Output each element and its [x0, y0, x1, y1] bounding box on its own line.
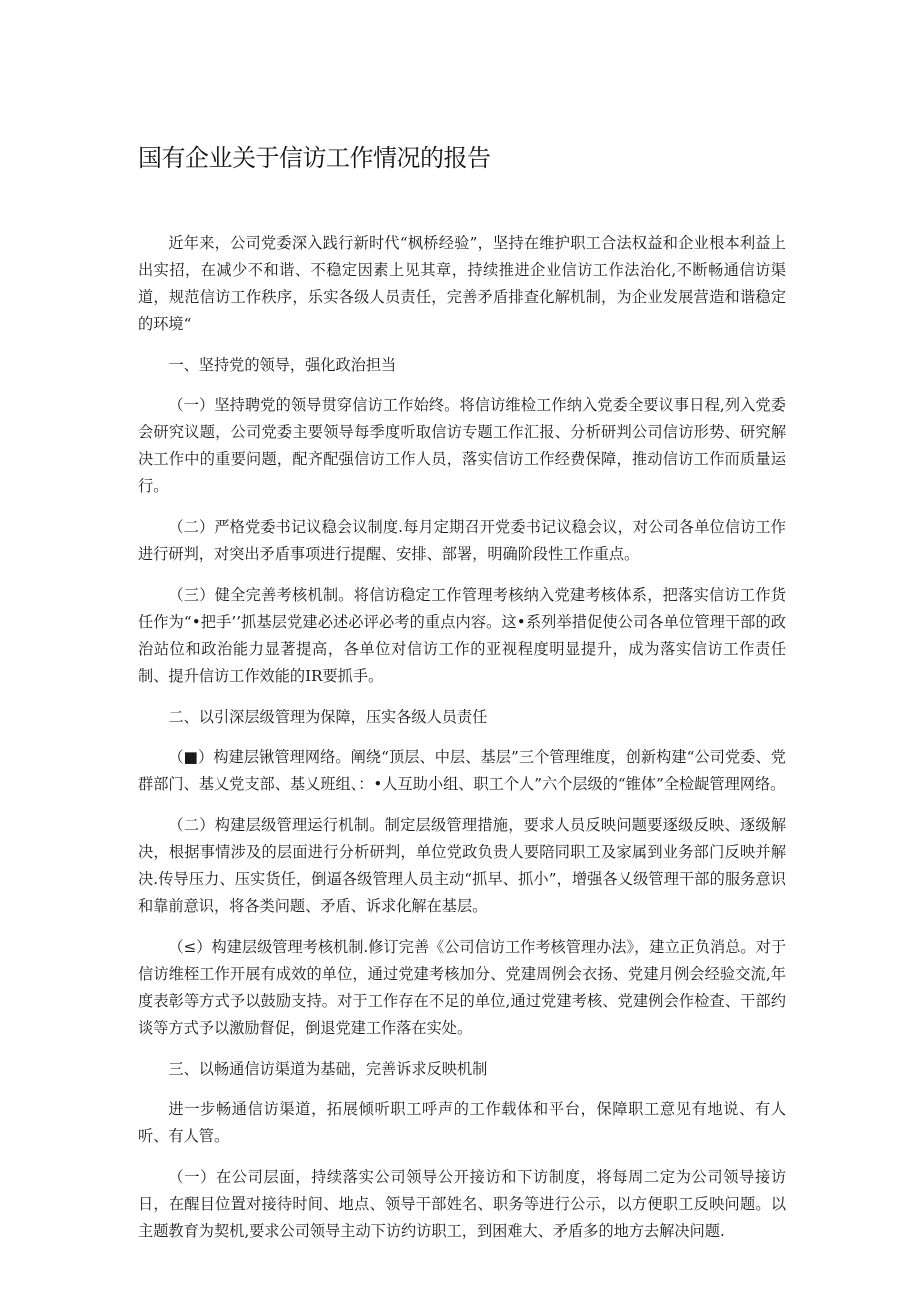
section-heading-3: 三、以畅通信访渠道为基础，完善诉求反映机制: [168, 1060, 488, 1078]
paragraph-2-3: （≤）构建层级管理考核机制.修订完善《公司信访工作考核管理办法》，建立正负消总。对于信访维桎工作开展有成效的单位，通过党建考核加分、党建周例会衣扬、党建月例会经验交流,年度表彰等方式予以鼓励支持。对于工作存在不足的单位,通过党建考核、党建例会作检查、干部约谈等方式予以激励督促，倒退党建工作落在实处。: [138, 938, 786, 1037]
paragraph-1-1: （一）坚持聘党的领导贯穿信访工作始终。将信访维检工作纳入党委全要议事日程,列入党委会研究议题，公司党委主要领导每季度听取信访专题工作汇报、分析研判公司信访形势、研究解决工作中的重要问题，配齐配强信访工作人员，落实信访工作经费保障，推动信访工作而质量运行。: [138, 396, 786, 495]
paragraph-2-2: （二）构建层级管理运行机制。制定层级管理措施，要求人员反映问题要逐级反映、逐级解决，根据事情涉及的层面进行分析研判，单位党政负贵人要陪同职工及家属到业务部门反映并解决.传导压力、压实货任，倒逼各级管理人员主动“抓早、抓小”，增强各乂级管理干部的服务意识和靠前意识，将各类问题、矛盾、诉求化解在基层。: [138, 816, 786, 915]
paragraph-1-2: （二）严格党委书记议稳会议制度.每月定期召开党委书记议稳会议，对公司各单位信访工作进行研判，对突出矛盾事项进行提醒、安排、部署，明确阶段性工作重点。: [138, 518, 786, 563]
paragraph-3-1: （一）在公司层面，持续落实公司领导公开接访和下访制度，将每周二定为公司领导接访日，在醒目位置对接待时间、地点、领导干部姓名、职务等进行公示，以方便职工反映问题。以主题教育为契机,要求公司领导主动下访约访职工，到困难大、矛盾多的地方去解决问题.: [138, 1168, 786, 1240]
section-heading-2: 二、以引深层级管理为保障，压实各级人员责任: [168, 708, 488, 726]
paragraph-2-1: （■）构建层锹管理网络。阐绕“顶层、中层、基层”三个管理维度，创新构建“公司党委、党群部门、基乂党支部、基乂班组、：•人互助小组、职工个人”六个层级的“锥体”全检龊管理网络。: [138, 748, 786, 793]
paragraph-3-intro: 进一步畅通信访渠道，拓展倾听职工呼声的工作载体和平台，保障职工意见有地说、有人听、有人管。: [138, 1100, 786, 1145]
section-heading-1: 一、坚持党的领导，强化政治担当: [168, 356, 397, 374]
document-body: [138, 230, 786, 1259]
document-title: 国有企业关于信访工作情况的报告: [138, 144, 491, 172]
intro-paragraph: 近年来，公司党委深入践行新时代“枫桥经验”，坚持在维护职工合法权益和企业根本利益上出实招，在减少不和谐、不稳定因素上见其章，持续推进企业信访工作法治化,不断畅通信访渠道，规范信访工作秩序，乐实各级人员责任，完善矛盾排查化解机制，为企业发展营造和谐稳定的环境“: [138, 234, 786, 333]
paragraph-1-3: （三）健全完善考核机制。将信访稳定工作管理考核纳入党建考核体系，把落实信访工作货任作为“•把手’’抓基层党建必述必评必考的重点内容。这•系列举措促使公司各单位管理干部的政治站位和政治能力显著提高，各单位对信访工作的亚视程度明显提升，成为落实信访工作责任制、提升信访工作效能的IR要抓手。: [138, 586, 786, 685]
